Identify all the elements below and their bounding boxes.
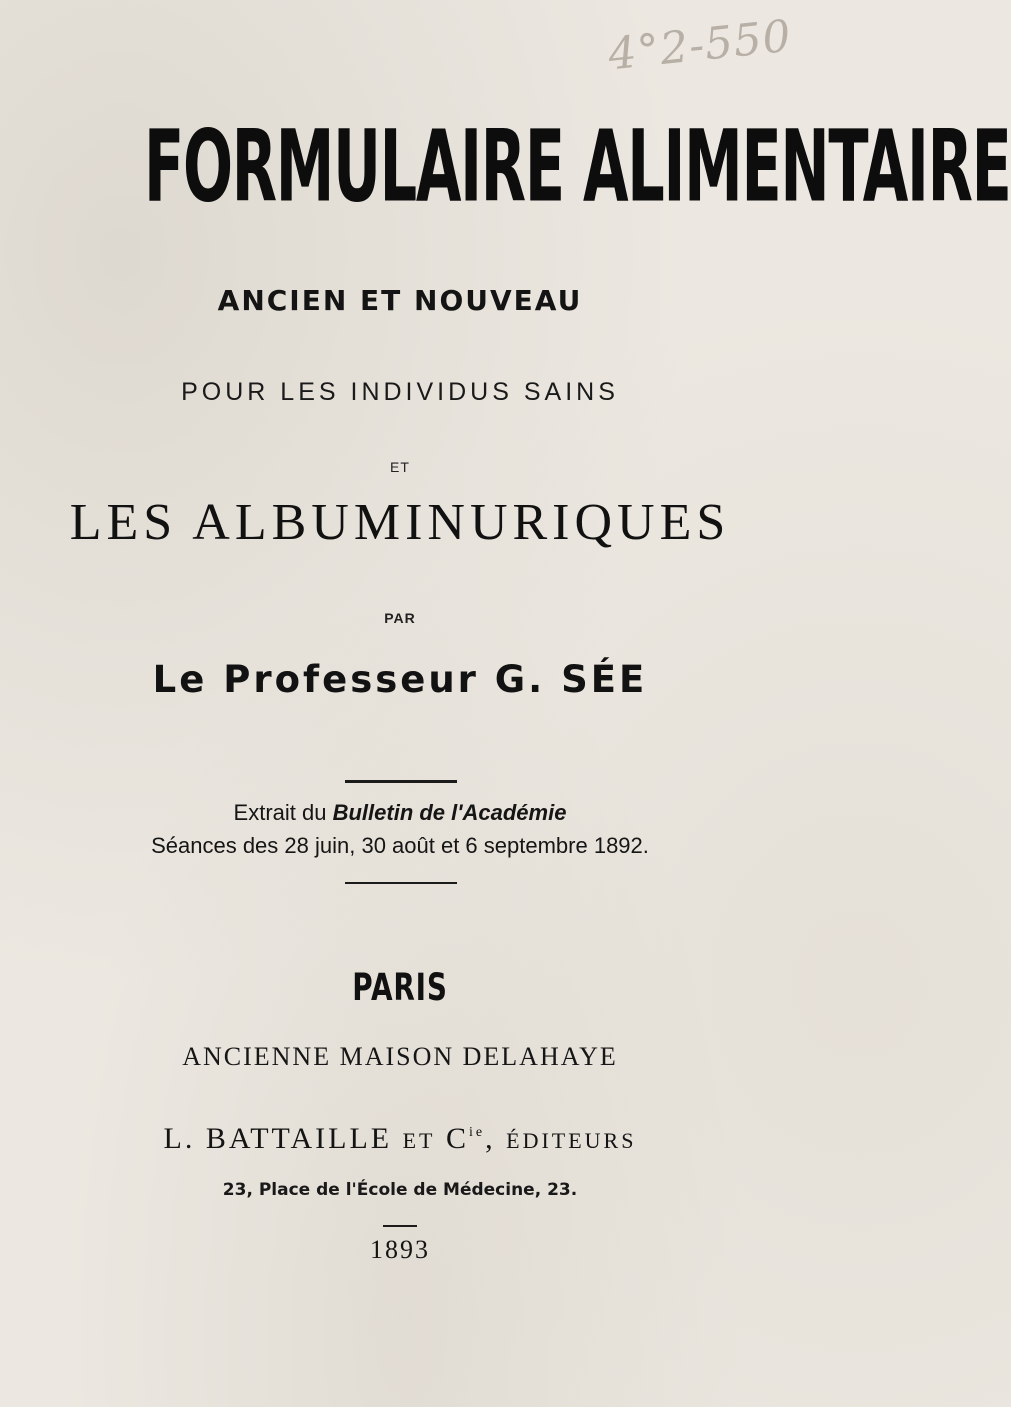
extract-journal: Bulletin de l'Académie	[332, 800, 567, 825]
imprint-year: 1893	[370, 1235, 430, 1264]
extract-prefix: Extrait du	[233, 800, 333, 825]
publisher-cie-sup: ie	[469, 1125, 486, 1140]
extract-sessions-line: Séances des 28 juin, 30 août et 6 septembre 1892.	[151, 833, 649, 858]
publisher-role: ÉDITEURS	[506, 1128, 637, 1153]
imprint-city: PARIS	[352, 966, 448, 1010]
imprint-house: ANCIENNE MAISON DELAHAYE	[182, 1042, 618, 1071]
divider-rule	[345, 780, 457, 783]
publisher-et: ET	[402, 1128, 436, 1153]
handwritten-shelfmark: 4°2-550	[605, 10, 795, 81]
author-name: Le Professeur G. SÉE	[152, 658, 648, 701]
divider-rule	[345, 882, 457, 884]
divider-rule	[383, 1225, 417, 1227]
byline-par: PAR	[384, 610, 416, 626]
conjunction-et: ET	[390, 459, 410, 475]
publisher-cie: C	[446, 1122, 470, 1155]
subtitle-ancien-nouveau: ANCIEN ET NOUVEAU	[217, 284, 583, 317]
imprint-address: 23, Place de l'École de Médecine, 23.	[222, 1180, 578, 1200]
extract-source-line	[0, 800, 800, 826]
publisher-name: L. BATTAILLE	[163, 1122, 393, 1155]
main-title: FORMULAIRE ALIMENTAIRE	[144, 108, 1011, 225]
imprint-publisher: L. BATTAILLE ET $C^{ie}$, ÉDITEURS	[163, 1122, 637, 1155]
subtitle-albuminuriques: LES ALBUMINURIQUES	[69, 494, 731, 551]
subtitle-individus-sains: POUR LES INDIVIDUS SAINS	[181, 378, 619, 406]
